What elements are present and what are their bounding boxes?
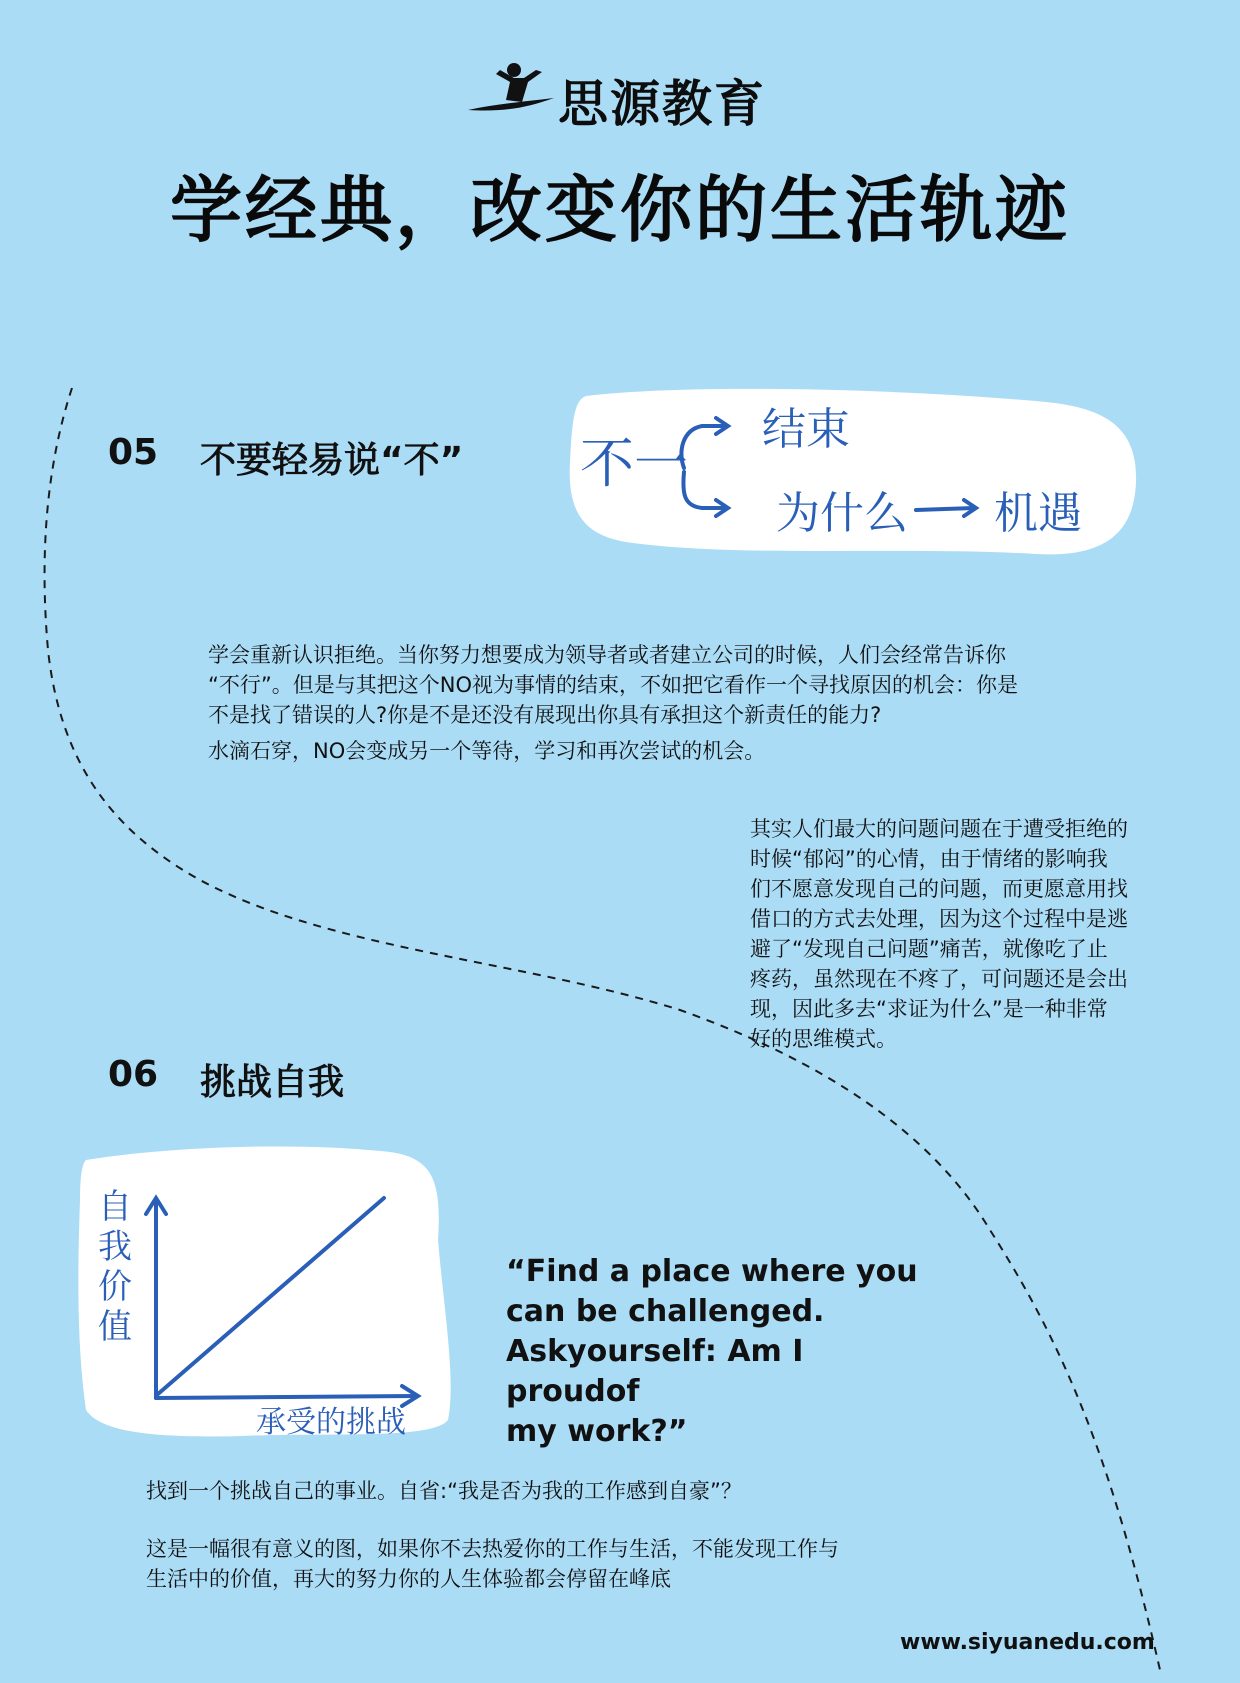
section6-title: 挑战自我 [200, 1062, 345, 1103]
section5-p1-line: 水滴石穿，NO会变成另一个等待，学习和再次尝试的机会。 [208, 739, 766, 763]
page-title: 学经典，改变你的生活轨迹 [169, 168, 1070, 252]
section5-paragraph2 [750, 814, 1210, 1054]
diagram-branch-top: 结束 [762, 404, 850, 455]
section6-chart-card [72, 1140, 460, 1442]
section5-paragraph1 [208, 640, 1198, 766]
diagram-result: 机遇 [994, 488, 1082, 539]
section5-p2-line: 其实人们最大的问题问题在于遭受拒绝的 [750, 817, 1128, 841]
quote-line: Askyourself: Am I proudof [506, 1334, 804, 1409]
section5-p2-line: 避了“发现自己问题”痛苦，就像吃了止 [750, 937, 1108, 961]
section6-number: 06 [108, 1054, 159, 1095]
runner-icon [466, 60, 556, 124]
section5-p2-line: 好的思维模式。 [750, 1027, 897, 1051]
chart-x-label: 承受的挑战 [256, 1405, 406, 1440]
section5-p2-line: 借口的方式去处理，因为这个过程中是逃 [750, 907, 1128, 931]
section5-p1-line: 不是找了错误的人?你是不是还没有展现出你具有承担这个新责任的能力? [208, 703, 882, 727]
section5-p2-line: 们不愿意发现自己的问题，而更愿意用找 [750, 877, 1128, 901]
section6-paragraph1: 找到一个挑战自己的事业。自省:“我是否为我的工作感到自豪”？ [146, 1479, 742, 1503]
chart-y-label: 自 我 价 值 [98, 1187, 132, 1347]
section6-quote [506, 1252, 926, 1452]
diagram-branch-bottom: 为什么 [776, 488, 908, 539]
chart-x-axis [156, 1396, 416, 1398]
section5-title: 不要轻易说“不” [200, 440, 464, 481]
section5-p1-line: 学会重新认识拒绝。当你努力想要成为领导者或者建立公司的时候，人们会经常告诉你 [208, 643, 1006, 667]
section5-diagram-card [566, 382, 1146, 564]
section5-number: 05 [108, 432, 159, 473]
section5-p2-line: 现，因此多去“求证为什么”是一种非常 [750, 997, 1108, 1021]
section6-p2-line: 这是一幅很有意义的图，如果你不去热爱你的工作与生活，不能发现工作与 [146, 1537, 839, 1561]
footer-url[interactable]: www.siyuanedu.com [900, 1630, 1155, 1655]
brand-logo [466, 60, 786, 133]
quote-line: my work?” [506, 1414, 688, 1449]
section6-paragraph2 [146, 1534, 1046, 1594]
section5-p1-line: “不行”。但是与其把这个NO视为事情的结束，不如把它看作一个寻找原因的机会：你是 [208, 673, 1018, 697]
section6-p2-line: 生活中的价值，再大的努力你的人生体验都会停留在峰底 [146, 1567, 671, 1591]
diagram-root-text: 不一 [580, 432, 688, 495]
quote-line: can be challenged. [506, 1294, 825, 1329]
brand-name: 思源教育 [558, 75, 766, 133]
section5-p2-line: 时候“郁闷”的心情，由于情绪的影响我 [750, 847, 1108, 871]
quote-line: “Find a place where you [506, 1254, 918, 1289]
section5-p2-line: 疼药，虽然现在不疼了，可问题还是会出 [750, 967, 1128, 991]
